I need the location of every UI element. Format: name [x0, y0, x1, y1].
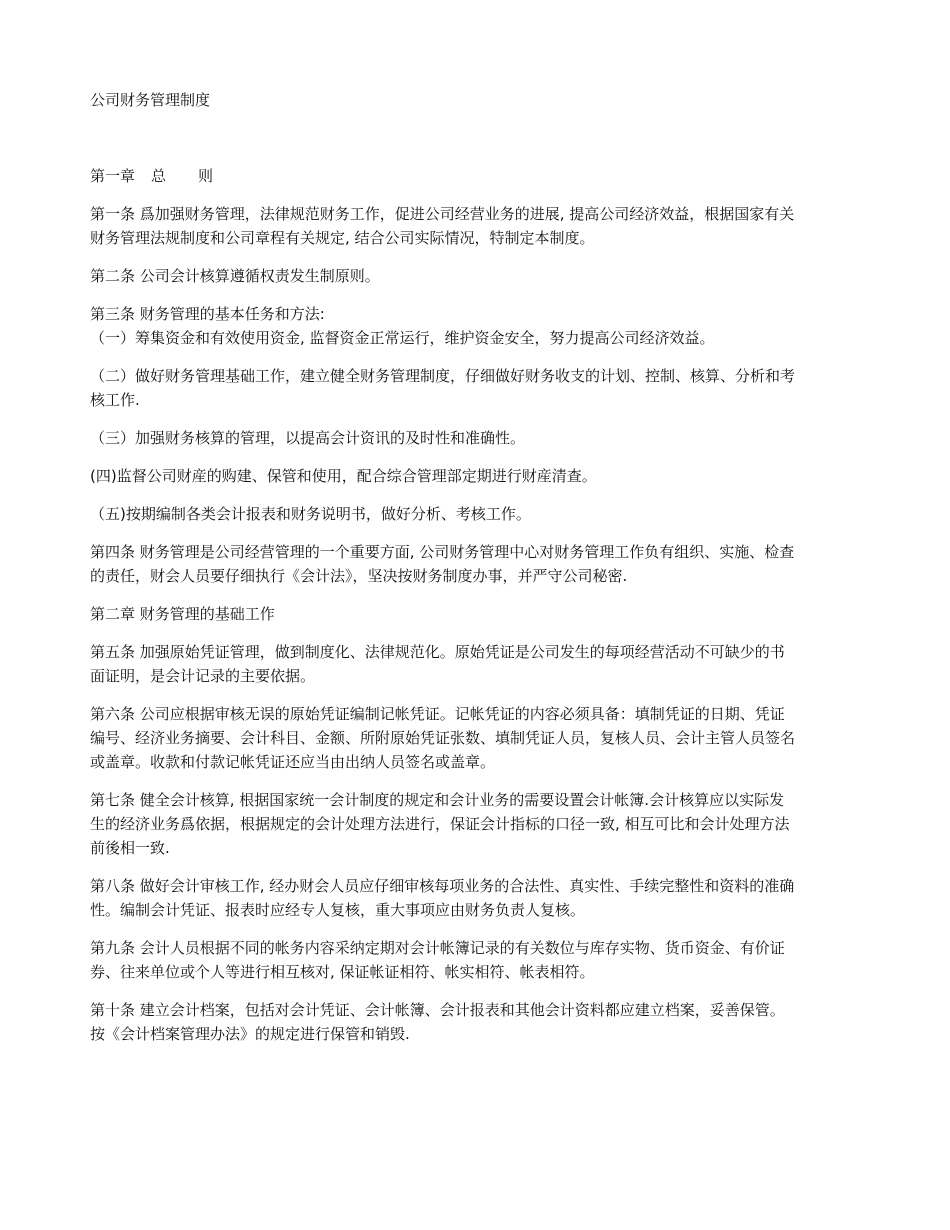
paragraph-12	[90, 874, 862, 922]
paragraph-11	[90, 788, 862, 860]
paragraph-2-line-1: 第二条 公司会计核算遵循权责发生制原则。	[90, 267, 380, 285]
paragraph-1-line-1: 第一条 爲加强财务管理，法律规范财务工作，促进公司经营业务的进展, 提高公司经济效益，根据国家有关	[90, 205, 795, 223]
paragraph-3-line-1: 第三条 财务管理的基本任务和方法:	[90, 305, 325, 323]
paragraph-1	[90, 202, 862, 250]
paragraph-13	[90, 936, 862, 984]
paragraph-11-line-2: 生的经济业务爲依据，根据规定的会计处理方法进行，保证会计指标的口径一致, 相互可比和会计处理方法	[90, 815, 790, 833]
paragraph-10-line-2: 编号、经济业务摘要、会计科目、金额、所附原始凭证张数、填制凭证人员，复核人员、会计主管人员签名	[90, 729, 796, 747]
paragraph-11-line-3: 前後相一致.	[90, 839, 170, 857]
paragraph-14-line-2: 按《会计档案管理办法》的规定进行保管和销毁.	[90, 1025, 410, 1043]
paragraph-9-line-2: 面证明，是会计记录的主要依据。	[90, 667, 316, 685]
paragraph-9	[90, 640, 862, 688]
paragraph-9-line-1: 第五条 加强原始凭证管理，做到制度化、法律规范化。原始凭证是公司发生的每项经营活动不可缺少的书	[90, 643, 785, 661]
paragraph-8-line-1: 第四条 财务管理是公司经营管理的一个重要方面, 公司财务管理中心对财务管理工作负有组织、实施、检查	[90, 543, 795, 561]
paragraph-10-line-3: 或盖章。收款和付款记帐凭证还应当由出纳人员签名或盖章。	[90, 753, 496, 771]
paragraph-7	[90, 502, 862, 526]
paragraph-6	[90, 464, 862, 488]
paragraph-7-line-1: （五)按期编制各类会计报表和财务说明书，做好分析、考核工作。	[90, 505, 531, 523]
paragraph-13-line-2: 券、往来单位或个人等进行相互核对, 保证帐证相符、帐实相符、帐表相符。	[90, 963, 595, 981]
chapter-2-line-1: 第二章 财务管理的基础工作	[90, 605, 275, 623]
paragraph-8-line-2: 的责任，财会人员要仔细执行《会计法》，坚决按财务制度办事，并严守公司秘密.	[90, 567, 628, 585]
paragraph-10-line-1: 第六条 公司应根据审核无误的原始凭证编制记帐凭证。记帐凭证的内容必须具备：填制凭证的日期、凭证	[90, 705, 785, 723]
chapter-2-title	[90, 602, 862, 626]
paragraph-12-line-2: 性。编制会计凭证、报表时应经专人复核，重大事项应由财务负责人复核。	[90, 901, 586, 919]
document-body	[90, 164, 862, 1060]
paragraph-5	[90, 426, 862, 450]
paragraph-13-line-1: 第九条 会计人员根据不同的帐务内容采纳定期对会计帐簿记录的有关数位与库存实物、货币资金、有价证	[90, 939, 785, 957]
paragraph-14	[90, 998, 862, 1046]
document-title: 公司财务管理制度	[90, 91, 211, 109]
paragraph-8	[90, 540, 862, 588]
paragraph-3	[90, 302, 862, 350]
paragraph-5-line-1: （三）加强财务核算的管理，以提高会计资讯的及时性和准确性。	[90, 429, 526, 447]
paragraph-14-line-1: 第十条 建立会计档案，包括对会计凭证、会计帐簿、会计报表和其他会计资料都应建立档案，妥善保管。	[90, 1001, 785, 1019]
chapter-1-word-2: 则	[198, 167, 214, 185]
paragraph-1-line-2: 财务管理法规制度和公司章程有关规定, 结合公司实际情况，特制定本制度。	[90, 229, 595, 247]
paragraph-4	[90, 364, 862, 412]
chapter-1-title	[90, 164, 862, 188]
paragraph-4-line-1: （二）做好财务管理基础工作，建立健全财务管理制度，仔细做好财务收支的计划、控制、核算、分析和考	[90, 367, 796, 385]
paragraph-11-line-1: 第七条 健全会计核算, 根据国家统一会计制度的规定和会计业务的需要设置会计帐簿.会计核算应以实际发	[90, 791, 785, 809]
paragraph-12-line-1: 第八条 做好会计审核工作, 经办财会人员应仔细审核每项业务的合法性、真实性、手续完整性和资料的准确	[90, 877, 795, 895]
paragraph-10	[90, 702, 862, 774]
paragraph-3-line-2: （一）筹集资金和有效使用资金, 监督资金正常运行，维护资金安全，努力提高公司经济效益。	[90, 329, 715, 347]
paragraph-6-line-1: (四)监督公司财産的购建、保管和使用，配合综合管理部定期进行财産清查。	[90, 467, 597, 485]
chapter-1-word-1: 总	[151, 167, 167, 185]
paragraph-4-line-2: 核工作.	[90, 391, 140, 409]
chapter-1-label: 第一章	[90, 167, 136, 185]
paragraph-2	[90, 264, 862, 288]
